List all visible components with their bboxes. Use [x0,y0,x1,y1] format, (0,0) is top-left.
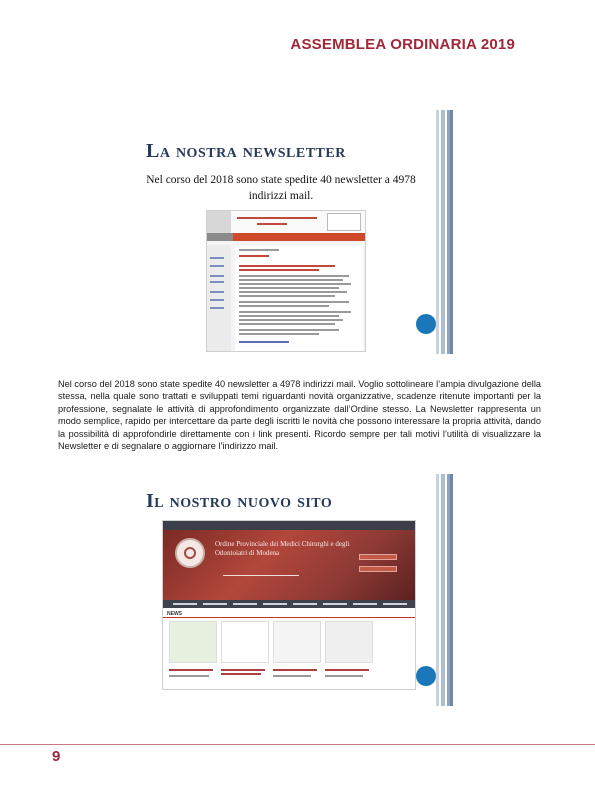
news-label: NEWS [167,611,182,617]
header-title: ASSEMBLEA ORDINARIA 2019 [290,36,515,53]
body-paragraph: Nel corso del 2018 sono state spedite 40 newsletter a 4978 indirizzi mail. Voglio sottolineare l’ampia divulgazione della stessa, nella quale sono trattati e sviluppati temi riguardanti novità organizzative, scadenze ritenute importanti per la professione, segnalate le attività di approfondimento organizzate dall’Ordine stesso. La Newsletter rappresenta un modo semplice, rapido per intercettare da parte degli iscritti le novità che possono interessare la propria attività, dando la possibilità di approfondirle direttamente con i link presenti. Ricordo sempre per tali motivi l’utilità di visualizzare la Newsletter e di segnalare o aggiornare l’indirizzo mail. [58,379,541,452]
newsletter-screenshot [206,210,366,352]
slide-dot-icon [416,666,436,686]
website-slide [126,474,453,706]
newsletter-slide [126,110,453,354]
page-number: 9 [52,748,61,765]
ordine-logo-icon [175,538,205,568]
website-heading: Il nostro nuovo sito [146,490,333,512]
newsletter-caption: Nel corso del 2018 sono state spedite 40 newsletter a 4978 indirizzi mail. [146,174,416,202]
website-screenshot [162,520,416,690]
site-title: Ordine Provinciale dei Medici Chirurghi e degli Odontoiatri di Modena [215,540,350,557]
newsletter-heading: La nostra newsletter [146,140,346,162]
slide-dot-icon [416,314,436,334]
footer-divider [0,744,595,745]
